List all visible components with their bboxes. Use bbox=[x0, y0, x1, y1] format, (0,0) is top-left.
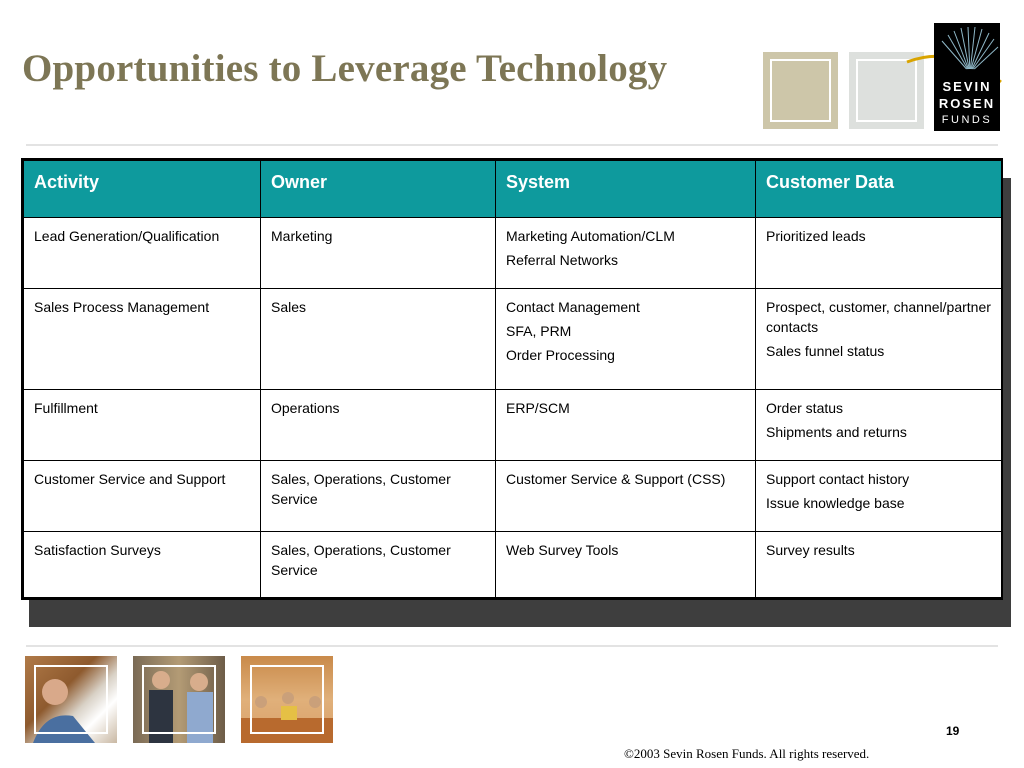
cell-text: Order status bbox=[766, 399, 844, 416]
cell-text: Operations bbox=[271, 399, 340, 416]
table-cell-system bbox=[496, 218, 756, 289]
table-cell-system bbox=[496, 531, 756, 597]
header-activity: Activity bbox=[24, 161, 261, 218]
cell-text: Support contact history bbox=[766, 470, 910, 487]
photo-two-men-handshake bbox=[133, 656, 225, 743]
table-cell-customer-data bbox=[756, 531, 1002, 597]
logo-sunburst bbox=[934, 23, 1000, 83]
table-cell-owner bbox=[261, 460, 496, 531]
table-cell-activity bbox=[24, 389, 261, 460]
cell-text: Marketing bbox=[271, 228, 333, 244]
cell-text: Customer Service and Support bbox=[34, 470, 226, 487]
table-cell-activity bbox=[24, 289, 261, 390]
cell-text: Referral Networks bbox=[506, 252, 619, 268]
cell-text: Lead Generation/Qualification bbox=[34, 228, 220, 244]
logo-line-2: ROSEN bbox=[938, 96, 996, 111]
logo-line-1: SEVIN bbox=[942, 79, 992, 94]
decorative-square-tan bbox=[763, 52, 838, 129]
cell-text: Web Survey Tools bbox=[506, 541, 619, 558]
table-cell-owner bbox=[261, 289, 496, 390]
table-cell-customer-data bbox=[756, 460, 1002, 531]
top-divider bbox=[26, 144, 998, 146]
table-cell-activity bbox=[24, 531, 261, 597]
cell-text: Prioritized leads bbox=[766, 228, 866, 244]
table-cell-system bbox=[496, 460, 756, 531]
table-cell-owner bbox=[261, 218, 496, 289]
cell-text: Contact Management bbox=[506, 299, 640, 316]
table-row bbox=[24, 531, 1002, 597]
table-cell-owner bbox=[261, 389, 496, 460]
table-row bbox=[24, 389, 1002, 460]
cell-text: Issue knowledge base bbox=[766, 494, 905, 511]
table-row bbox=[24, 460, 1002, 531]
photo-man-at-desk bbox=[25, 656, 117, 743]
table-cell-activity bbox=[24, 460, 261, 531]
cell-text: SFA, PRM bbox=[506, 323, 572, 340]
cell-text: Customer Service & Support (CSS) bbox=[506, 470, 726, 487]
header-customer-data: Customer Data bbox=[756, 161, 1002, 218]
table-header-row bbox=[24, 161, 1002, 218]
cell-text: Sales, Operations, Customer Service bbox=[271, 541, 451, 578]
cell-text: ERP/SCM bbox=[506, 399, 570, 416]
header-system: System bbox=[496, 161, 756, 218]
table-cell-activity bbox=[24, 218, 261, 289]
cell-text: Marketing Automation/CLM bbox=[506, 228, 675, 244]
table-cell-owner bbox=[261, 531, 496, 597]
cell-text: Survey results bbox=[766, 541, 855, 558]
logo-line-3: FUNDS bbox=[941, 114, 993, 126]
table-cell-customer-data bbox=[756, 289, 1002, 390]
cell-text: Fulfillment bbox=[34, 399, 98, 416]
photo-meeting-table bbox=[241, 656, 333, 743]
table-cell-customer-data bbox=[756, 389, 1002, 460]
cell-text: Sales, Operations, Customer Service bbox=[271, 470, 451, 507]
cell-text: Sales Process Management bbox=[34, 299, 210, 316]
cell-text: Satisfaction Surveys bbox=[34, 541, 161, 558]
header-owner: Owner bbox=[261, 161, 496, 218]
page-number: 19 bbox=[946, 724, 960, 738]
sevin-rosen-logo bbox=[934, 23, 1000, 131]
table-row bbox=[24, 218, 1002, 289]
technology-table bbox=[21, 158, 1003, 600]
table-cell-system bbox=[496, 289, 756, 390]
cell-text: Shipments and returns bbox=[766, 423, 907, 440]
table-cell-customer-data bbox=[756, 218, 1002, 289]
cell-text: Sales bbox=[271, 299, 307, 316]
cell-text: Sales funnel status bbox=[766, 343, 885, 360]
table-row bbox=[24, 289, 1002, 390]
slide-title: Opportunities to Leverage Technology bbox=[22, 47, 668, 90]
bottom-divider bbox=[26, 645, 998, 647]
cell-text: Prospect, customer, channel/partner contacts bbox=[766, 299, 991, 336]
table-cell-system bbox=[496, 389, 756, 460]
cell-text: Order Processing bbox=[506, 347, 615, 364]
copyright-notice: ©2003 Sevin Rosen Funds. All rights reserved. bbox=[624, 746, 870, 761]
